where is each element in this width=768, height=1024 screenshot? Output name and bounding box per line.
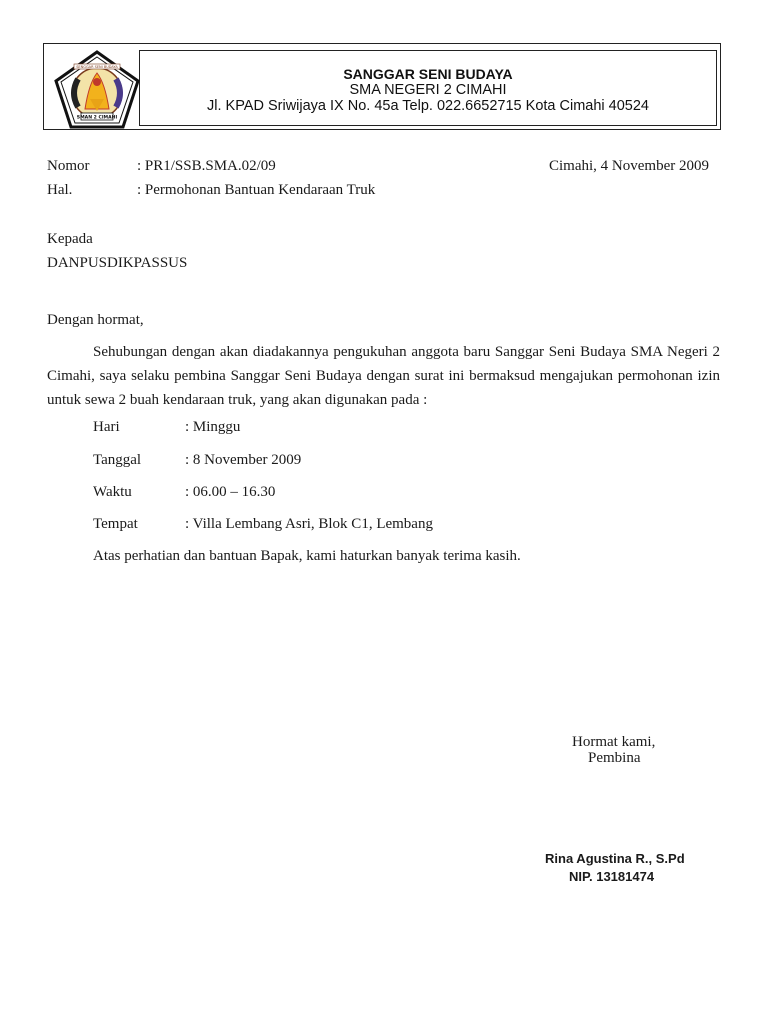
logo-banner-text: SENGGAR SENI BUDAYA (76, 65, 118, 69)
signature-role: Pembina (588, 750, 641, 766)
nomor-label: Nomor (47, 158, 90, 174)
organization-name: SANGGAR SENI BUDAYA (343, 66, 513, 82)
place-date: Cimahi, 4 November 2009 (549, 158, 709, 174)
school-address: Jl. KPAD Sriwijaya IX No. 45a Telp. 022.6652715 Kota Cimahi 40524 (207, 98, 649, 114)
detail-label-tanggal: Tanggal (93, 452, 142, 468)
hal-label: Hal. (47, 182, 73, 198)
greeting: Dengan hormat, (47, 312, 144, 328)
detail-value-waktu: : 06.00 – 16.30 (185, 484, 276, 500)
signature-salutation: Hormat kami, (572, 734, 656, 750)
school-name: SMA NEGERI 2 CIMAHI (349, 82, 507, 98)
school-logo (52, 49, 142, 130)
detail-value-tanggal: : 8 November 2009 (185, 452, 302, 468)
hal-value: : Permohonan Bantuan Kendaraan Truk (137, 182, 376, 198)
signature-name: Rina Agustina R., S.Pd (545, 851, 685, 866)
nomor-value: : PR1/SSB.SMA.02/09 (137, 158, 276, 174)
letterhead-text (139, 66, 717, 114)
signature-nip: NIP. 13181474 (569, 869, 655, 884)
detail-value-hari: : Minggu (185, 419, 241, 435)
recipient-kepada: Kepada (47, 231, 93, 247)
recipient-name: DANPUSDIKPASSUS (47, 255, 188, 271)
detail-value-tempat: : Villa Lembang Asri, Blok C1, Lembang (185, 516, 433, 532)
closing-sentence: Atas perhatian dan bantuan Bapak, kami haturkan banyak terima kasih. (93, 548, 521, 564)
detail-label-waktu: Waktu (93, 484, 132, 500)
logo-caption-text: SMAN 2 CIMAHI (76, 115, 118, 121)
body-paragraph: Sehubungan dengan akan diadakannya pengukuhan anggota baru Sanggar Seni Budaya SMA Negeri 2 Cimahi, saya selaku pembina Sanggar Seni Budaya dengan surat ini bermaksud mengajukan permohonan izin untuk sewa 2 buah kendaraan truk, yang akan digunakan pada : (47, 344, 720, 408)
detail-label-hari: Hari (93, 419, 120, 435)
detail-label-tempat: Tempat (93, 516, 138, 532)
